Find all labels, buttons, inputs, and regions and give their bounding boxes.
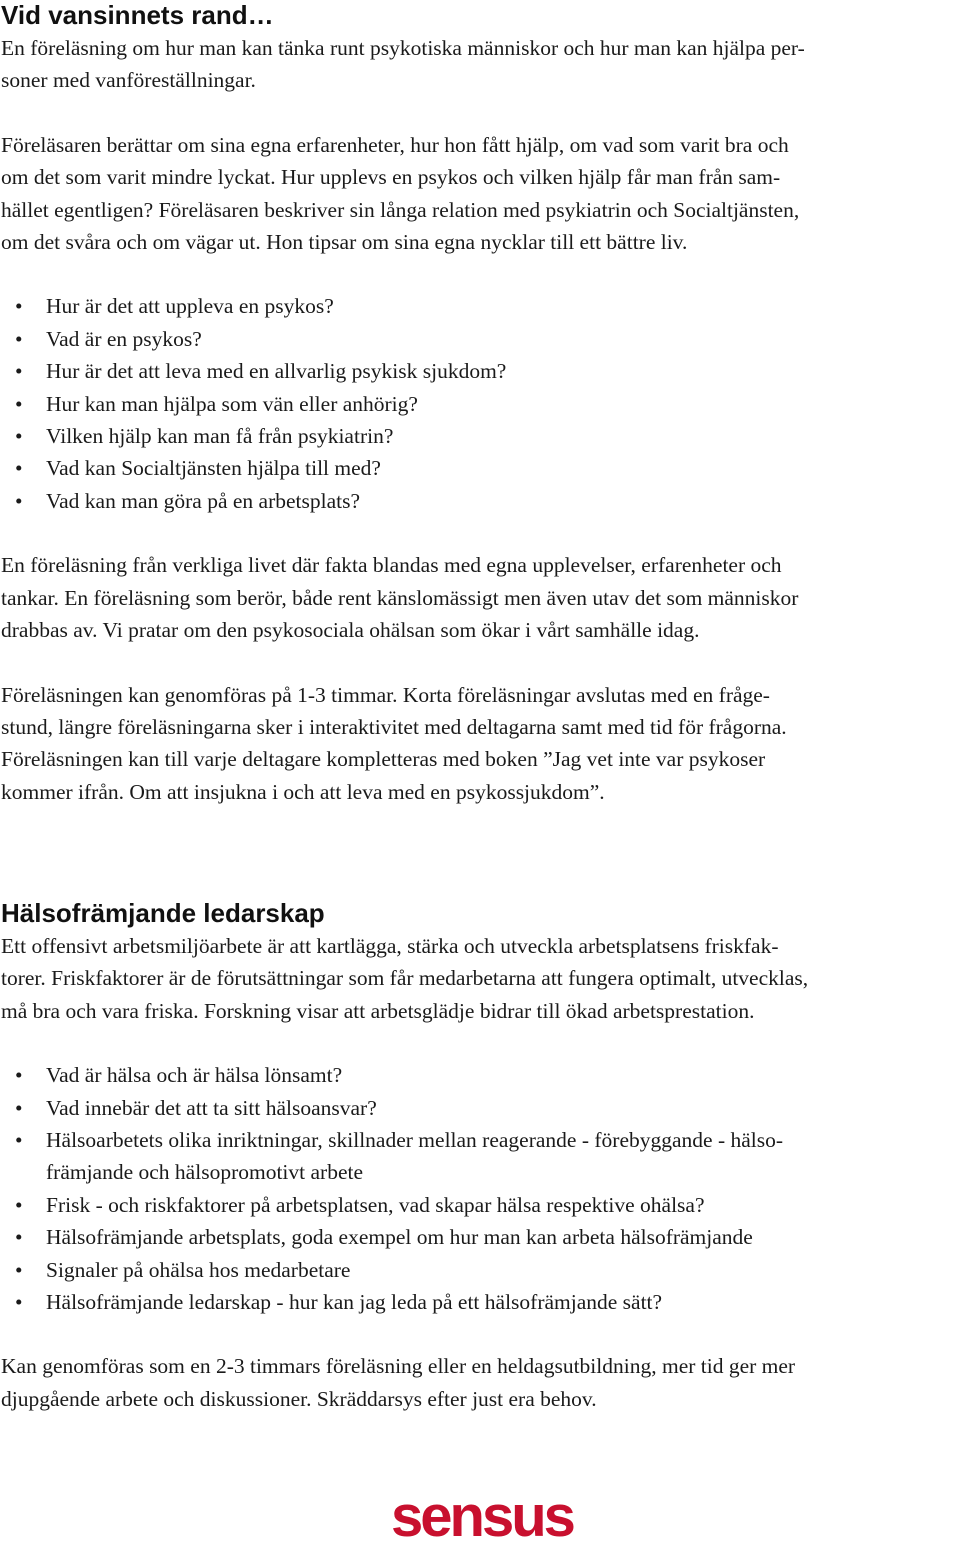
text-line: Föreläsaren berättar om sina egna erfarenheter, hur hon fått hjälp, om vad som varit bra och <box>1 132 789 157</box>
text-line: om det svåra och om vägar ut. Hon tipsar om sina egna nycklar till ett bättre liv. <box>1 230 688 255</box>
bullet-icon: • <box>15 1095 23 1120</box>
text-line: En föreläsning om hur man kan tänka runt psykotiska människor och hur man kan hjälpa per- <box>1 36 805 60</box>
format-paragraph <box>1 679 959 809</box>
bullet-icon: • <box>15 488 23 513</box>
list-item: • Hur är det att leva med en allvarlig psykisk sjukdom? <box>1 355 959 387</box>
bullet-icon: • <box>15 1225 23 1250</box>
intro-paragraph <box>1 32 959 97</box>
text-line: djupgående arbete och diskussioner. Skräddarsys efter just era behov. <box>1 1386 597 1411</box>
text-line: stund, längre föreläsningarna sker i interaktivitet med deltagarna samt med tid för frågorna. <box>1 714 787 739</box>
bullet-icon: • <box>15 391 23 416</box>
list-item: • Hälsofrämjande ledarskap - hur kan jag leda på ett hälsofrämjande sätt? <box>1 1286 959 1318</box>
text-line: Kan genomföras som en 2-3 timmars föreläsning eller en heldagsutbildning, mer tid ger mer <box>1 1354 796 1379</box>
section-title: Hälsofrämjande ledarskap <box>1 898 325 928</box>
list-item: • Signaler på ohälsa hos medarbetare <box>1 1254 959 1286</box>
bullet-icon: • <box>15 1192 23 1217</box>
outro-paragraph <box>1 1350 959 1415</box>
intro-paragraph <box>1 930 959 1027</box>
list-item: • Hur är det att uppleva en psykos? <box>1 290 959 322</box>
bullet-icon: • <box>15 359 23 384</box>
bullet-icon: • <box>15 1290 23 1315</box>
list-item: • Vad kan Socialtjänsten hjälpa till med? <box>1 452 959 484</box>
bullet-list <box>1 290 959 517</box>
text-line: soner med vanföreställningar. <box>1 68 256 93</box>
bullet-icon: • <box>15 1063 23 1088</box>
text-line: om det som varit mindre lyckat. Hur upplevs en psykos och vilken hjälp får man från sam- <box>1 165 781 190</box>
text-line: Föreläsningen kan genomföras på 1-3 timmar. Korta föreläsningar avslutas med en fråge- <box>1 682 770 707</box>
section-title: Vid vansinnets rand… <box>1 0 274 30</box>
list-item: • Vad är hälsa och är hälsa lönsamt? <box>1 1059 959 1091</box>
text-line: kommer ifrån. Om att insjukna i och att leva med en psykossjukdom”. <box>1 779 605 804</box>
bullet-icon: • <box>15 424 23 449</box>
bullet-icon: • <box>15 326 23 351</box>
section-halsoframjande-ledarskap <box>1 898 959 1415</box>
list-item: • Frisk - och riskfaktorer på arbetsplatsen, vad skapar hälsa respektive ohälsa? <box>1 1189 959 1221</box>
list-item: • Hälsofrämjande arbetsplats, goda exempel om hur man kan arbeta hälsofrämjande <box>1 1221 959 1253</box>
text-line: hället egentligen? Föreläsaren beskriver sin långa relation med psykiatrin och Socialtjänsten, <box>1 197 800 222</box>
section-vid-vansinnets-rand <box>1 0 959 808</box>
list-item: • Vad innebär det att ta sitt hälsoansvar? <box>1 1092 959 1124</box>
list-item: • Hälsoarbetets olika inriktningar, skillnader mellan reagerande - förebyggande - hälso- främjande och hälsopromotivt arbete <box>1 1124 959 1189</box>
summary-paragraph <box>1 549 959 646</box>
bullet-icon: • <box>15 294 23 319</box>
sensus-logo <box>375 1492 589 1540</box>
bullet-icon: • <box>15 456 23 481</box>
bullet-list <box>1 1059 959 1318</box>
text-line: Föreläsningen kan till varje deltagare kompletteras med boken ”Jag vet inte var psykoser <box>1 747 766 772</box>
text-line: En föreläsning från verkliga livet där fakta blandas med egna upplevelser, erfarenheter och <box>1 553 782 578</box>
list-item: • Vilken hjälp kan man få från psykiatrin? <box>1 420 959 452</box>
text-line: torer. Friskfaktorer är de förutsättningar som får medarbetarna att fungera optimalt, utvecklas, <box>1 966 809 991</box>
text-line: må bra och vara friska. Forskning visar att arbetsglädje bidrar till ökad arbetsprestation. <box>1 998 755 1023</box>
list-item: • Vad kan man göra på en arbetsplats? <box>1 485 959 517</box>
list-item: • Vad är en psykos? <box>1 323 959 355</box>
bullet-icon: • <box>15 1257 23 1282</box>
bullet-icon: • <box>15 1128 23 1153</box>
text-line: tankar. En föreläsning som berör, både rent känslomässigt men även utav det som människor <box>1 585 799 610</box>
text-line: drabbas av. Vi pratar om den psykosociala ohälsan som ökar i vårt samhälle idag. <box>1 618 700 643</box>
text-line: Ett offensivt arbetsmiljöarbete är att kartlägga, stärka och utveckla arbetsplatsens friskfak- <box>1 934 779 958</box>
list-item: • Hur kan man hjälpa som vän eller anhörig? <box>1 388 959 420</box>
logo-wordmark: sensus <box>391 1492 573 1540</box>
description-paragraph <box>1 129 959 259</box>
